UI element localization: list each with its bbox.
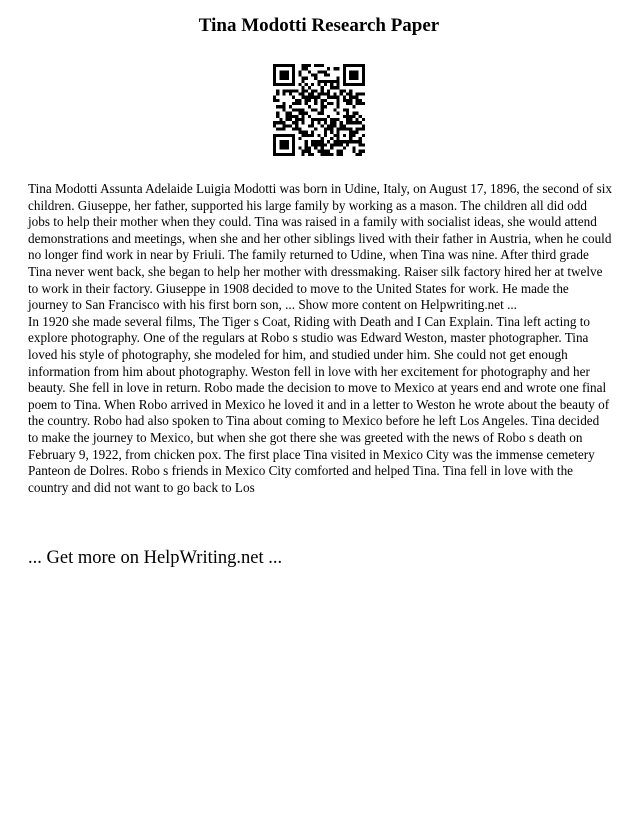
get-more-link[interactable]: ... Get more on HelpWriting.net ... xyxy=(28,548,283,568)
paragraph: In 1920 she made several films, The Tiger s Coat, Riding with Death and I Can Explain. Tina left acting to explore photography. One of the regulars at Robo s studio was Edward Weston, master photographer. Tina loved his style of photography, she modeled for him, and studied under him. She could not get enough information from him about photography. Weston fell in love with her excitement for photography and her beauty. She fell in love in return. Robo made the decision to move to Mexico at years end and wrote one final poem to Tina. When Robo arrived in Mexico he loved it and in a letter to Weston he wrote about the beauty of the country. Robo had also spoken to Tina about coming to Mexico before he left Los Angeles. Tina decided to make the journey to Mexico, but when she got there she was greeted with the news of Robo s death on February 9, 1922, from chicken pox. The first place Tina visited in Mexico City was the immense cemetery Panteon de Dolres. Robo s friends in Mexico City comforted and helped Tina. Tina fell in love with the country and did not want to go back to Los xyxy=(28,313,610,495)
paragraph: Tina Modotti Assunta Adelaide Luigia Modotti was born in Udine, Italy, on August 17, 1896, the second of six children. Giuseppe, her father, supported his large family by working as a mason. The children all did odd jobs to help their mother when they could. Tina was raised in a family with socialist ideas, she would attend demonstrations and meetings, when she and her other siblings lived with their father in Austria, when he could no longer find work in near by Friuli. The family returned to Udine, when Tina was nine. After third grade Tina never went back, she began to help her mother with dressmaking. Raiser silk factory hired her at twelve to work in their factory. Giuseppe in 1908 decided to move to the United States for work. He made the journey to San Francisco with his first born son, ... Show more content on Helpwriting.net ... xyxy=(28,181,612,313)
page-title: Tina Modotti Research Paper xyxy=(198,15,440,36)
article-body xyxy=(28,181,612,496)
qr-code-icon[interactable] xyxy=(273,64,365,156)
